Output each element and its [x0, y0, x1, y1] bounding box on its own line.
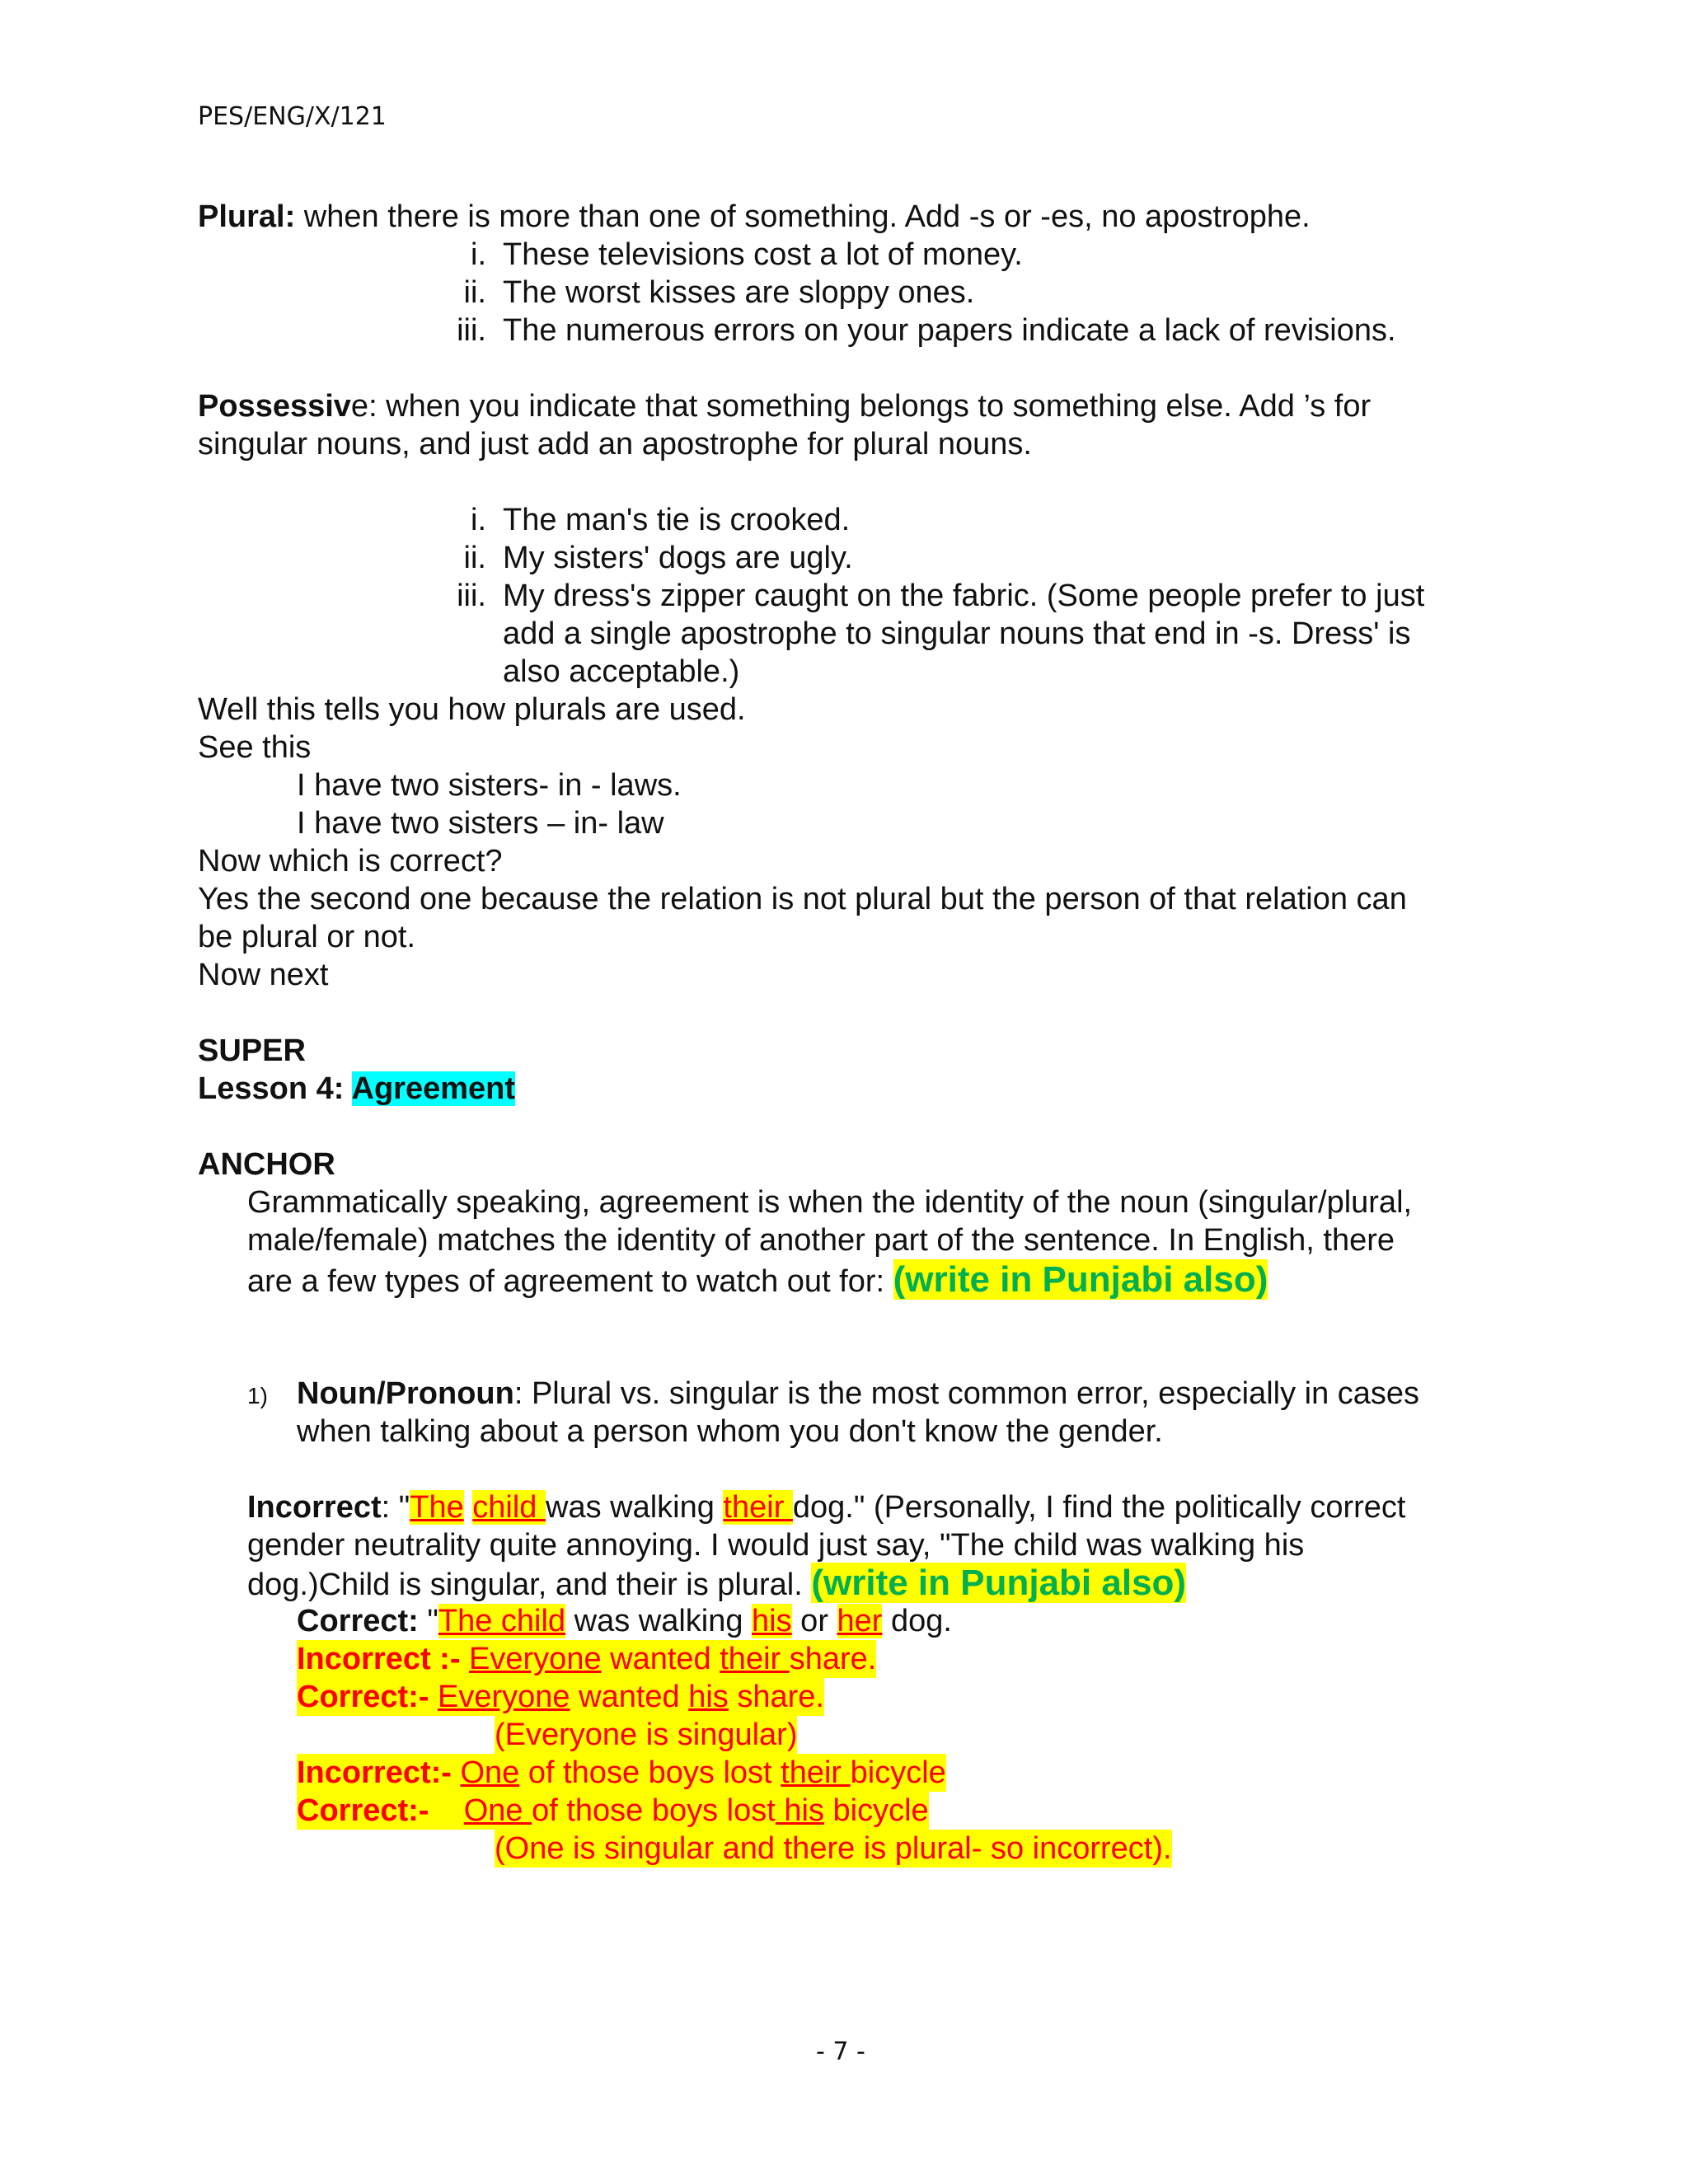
possessive-definition: Possessive: when you indicate that something belongs to something else. Add ’s for [198, 389, 1372, 424]
possessive-term: Possessiv [198, 389, 351, 424]
numbered-point: 1) Noun/Pronoun: Plural vs. singular is the most common error, especially in cases [247, 1376, 1420, 1411]
lesson-title: Lesson 4: Agreement [198, 1071, 516, 1106]
example-pair: Correct:- Everyone wanted his share. [297, 1680, 824, 1714]
list-item-cont: add a single apostrophe to singular nouns that end in -s. Dress' is [503, 616, 1411, 651]
punjabi-note: (write in Punjabi also) [811, 1563, 1187, 1603]
note-line: Well this tells you how plurals are used. [198, 692, 746, 727]
example-pair: Correct:- One of those boys lost his bicycle [297, 1793, 929, 1828]
plural-definition-text: when there is more than one of something. Add -s or -es, no apostrophe. [295, 199, 1311, 234]
incorrect-example-cont: gender neutrality quite annoying. I would just say, "The child was walking his [247, 1528, 1305, 1563]
correct-example: Correct: "The child was walking his or her dog. [297, 1604, 952, 1638]
punjabi-note: (write in Punjabi also) [893, 1259, 1268, 1300]
list-item-cont: also acceptable.) [503, 654, 740, 689]
list-item: i. These televisions cost a lot of money. [471, 237, 1023, 272]
example-pair: Incorrect :- Everyone wanted their share. [297, 1642, 877, 1676]
plural-definition [198, 198, 1311, 236]
anchor-paragraph: Grammatically speaking, agreement is when the identity of the noun (singular/plural, [247, 1185, 1413, 1220]
list-item: i. The man's tie is crooked. [471, 503, 851, 537]
note-line: See this [198, 730, 312, 765]
numbered-point-cont: when talking about a person whom you don't know the gender. [297, 1414, 1163, 1449]
example-note: (One is singular and there is plural- so incorrect). [495, 1831, 1172, 1866]
note-line: Now which is correct? [198, 844, 503, 879]
point-term: Noun/Pronoun [297, 1376, 514, 1411]
list-item: iii. The numerous errors on your papers indicate a lack of revisions. [457, 313, 1396, 348]
anchor-paragraph: male/female) matches the identity of another part of the sentence. In English, there [247, 1223, 1395, 1258]
list-item: ii. My sisters' dogs are ugly. [463, 541, 853, 575]
section-super: SUPER [198, 1033, 306, 1068]
lesson-title-highlight: Agreement [351, 1071, 516, 1106]
list-item: iii. My dress's zipper caught on the fabric. (Some people prefer to just [457, 579, 1425, 613]
note-example: I have two sisters- in - laws. [297, 768, 682, 803]
document-id-header: PES/ENG/X/121 [198, 102, 387, 131]
page-number: - 7 - [816, 2037, 865, 2066]
plural-term: Plural: [198, 199, 296, 234]
example-pair: Incorrect:- One of those boys lost their bicycle [297, 1755, 946, 1790]
note-example: I have two sisters – in- law [297, 806, 664, 841]
example-note: (Everyone is singular) [495, 1718, 798, 1752]
section-anchor: ANCHOR [198, 1147, 335, 1182]
note-line: Now next [198, 958, 329, 992]
possessive-definition-cont: singular nouns, and just add an apostrophe for plural nouns. [198, 427, 1032, 462]
anchor-paragraph: are a few types of agreement to watch out for: (write in Punjabi also) [247, 1259, 1268, 1300]
note-line: Yes the second one because the relation is not plural but the person of that relation can [198, 882, 1407, 916]
list-item: ii. The worst kisses are sloppy ones. [463, 275, 975, 310]
incorrect-example: Incorrect: "The child was walking their dog." (Personally, I find the politically correct [247, 1490, 1406, 1525]
note-line: be plural or not. [198, 920, 416, 954]
incorrect-example-cont: dog.)Child is singular, and their is plural. (write in Punjabi also) [247, 1563, 1187, 1603]
